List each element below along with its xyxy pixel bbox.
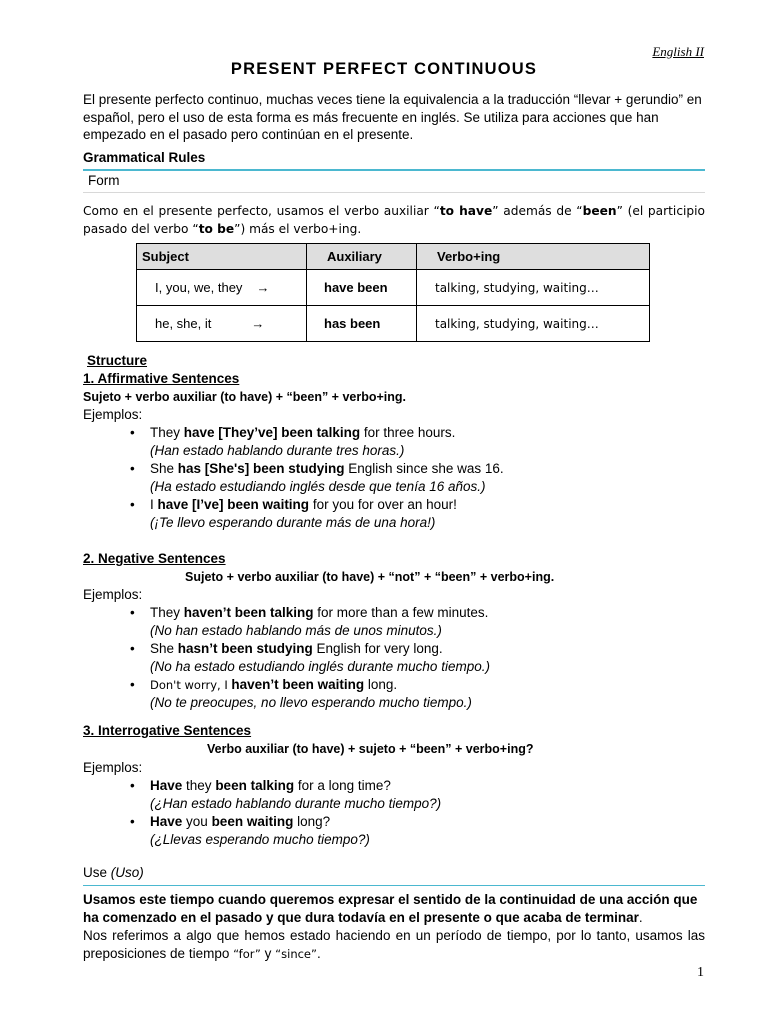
desc-bold-to-have: to have xyxy=(439,204,493,218)
bullet-icon: • xyxy=(130,605,135,620)
example-translation: (¿Han estado hablando durante mucho tiempo?) xyxy=(150,796,442,811)
example-text: They xyxy=(150,605,184,620)
page-number: 1 xyxy=(697,965,704,980)
use-since: “since” xyxy=(275,946,317,961)
desc-text-1: Como en el presente perfecto, usamos el verbo auxiliar “ xyxy=(83,204,440,218)
interrogative-heading: 3. Interrogative Sentences xyxy=(83,723,252,738)
form-label: Form xyxy=(88,173,120,188)
use-period: . xyxy=(638,909,643,925)
use-for: “for” xyxy=(233,946,261,961)
desc-text-2: ” además de “ xyxy=(492,204,583,218)
intro-paragraph: El presente perfecto continuo, muchas veces tiene la equivalencia a la traducción “llevar + gerundio” en español, pero el uso de esta forma es más frecuente en inglés. Se utiliza para acciones que han empezado en el pasado pero continúan en el presente. xyxy=(83,92,702,142)
page-title: PRESENT PERFECT CONTINUOUS xyxy=(230,60,538,78)
example-text: for three hours. xyxy=(360,425,456,440)
subject-text: he, she, it xyxy=(155,316,212,331)
use-definition xyxy=(83,891,705,926)
example-text: you xyxy=(182,814,212,829)
table-cell-subject xyxy=(137,270,307,306)
table-header-row xyxy=(137,244,650,270)
example-text: She xyxy=(150,461,178,476)
use-label-es: (Uso) xyxy=(110,865,144,880)
use-end: . xyxy=(316,945,321,961)
example-text: I xyxy=(150,497,158,512)
table-header-verb: Verbo+ing xyxy=(417,244,650,270)
example-text: She xyxy=(150,641,178,656)
example-text: long? xyxy=(293,814,331,829)
use-label: Use xyxy=(83,865,108,880)
interrogative-formula: Verbo auxiliar (to have) + sujeto + “been” + verbo+ing? xyxy=(207,742,534,756)
example-text: Don't worry, I xyxy=(150,678,232,692)
desc-bold-to-be: to be xyxy=(198,221,235,236)
example-bold: haven’t been talking xyxy=(183,605,314,620)
example-translation: (No han estado hablando más de unos minutos.) xyxy=(150,623,442,638)
example-bold: Have xyxy=(150,814,183,829)
bullet-icon: • xyxy=(130,497,135,512)
table-cell-verb: talking, studying, waiting… xyxy=(417,270,650,306)
example-bold: been waiting xyxy=(211,814,294,829)
table-row xyxy=(137,306,650,342)
form-description xyxy=(83,203,705,238)
list-item xyxy=(150,425,455,440)
example-text: they xyxy=(182,778,216,793)
table-row xyxy=(137,270,650,306)
example-bold: have [I’ve] been waiting xyxy=(157,497,310,512)
negative-heading: 2. Negative Sentences xyxy=(83,551,226,566)
examples-label: Ejemplos: xyxy=(83,587,143,602)
negative-formula: Sujeto + verbo auxiliar (to have) + “not” + “been” + verbo+ing. xyxy=(185,570,555,584)
bullet-icon: • xyxy=(130,814,135,829)
list-item xyxy=(150,677,397,692)
arrow-right-icon: → xyxy=(256,280,270,295)
list-item xyxy=(150,641,443,656)
table-cell-verb: talking, studying, waiting… xyxy=(417,306,650,342)
desc-bold-been: been xyxy=(582,204,617,218)
example-translation: (Han estado hablando durante tres horas.) xyxy=(150,443,405,458)
example-bold: has [She's] been studying xyxy=(177,461,345,476)
example-bold: been talking xyxy=(215,778,295,793)
example-text: for you for over an hour! xyxy=(309,497,457,512)
grammatical-rules-heading: Grammatical Rules xyxy=(83,150,206,165)
arrow-right-icon: → xyxy=(251,316,265,331)
form-divider xyxy=(83,192,705,193)
example-translation: (¿Llevas esperando mucho tiempo?) xyxy=(150,832,370,847)
example-bold: hasn’t been studying xyxy=(177,641,313,656)
desc-text-3: ” (el participio pasado del verbo “ xyxy=(83,204,705,236)
example-text: English since she was 16. xyxy=(344,461,504,476)
example-translation: (No te preocupes, no llevo esperando mucho tiempo.) xyxy=(150,695,472,710)
course-header: English II xyxy=(652,44,704,59)
use-heading xyxy=(83,865,144,880)
section-divider xyxy=(83,169,705,171)
example-text: for a long time? xyxy=(294,778,391,793)
desc-text-4: ”) más el verbo+ing. xyxy=(234,221,362,236)
table-header-subject: Subject xyxy=(137,244,307,270)
list-item xyxy=(150,605,488,620)
bullet-icon: • xyxy=(130,425,135,440)
structure-heading: Structure xyxy=(87,353,148,368)
example-translation: (¡Te llevo esperando durante más de una hora!) xyxy=(150,515,436,530)
table-cell-subject xyxy=(137,306,307,342)
examples-label: Ejemplos: xyxy=(83,407,143,422)
list-item xyxy=(150,814,330,829)
bullet-icon: • xyxy=(130,461,135,476)
example-text: for more than a few minutes. xyxy=(313,605,489,620)
affirmative-formula: Sujeto + verbo auxiliar (to have) + “been” + verbo+ing. xyxy=(83,390,407,404)
example-translation: (No ha estado estudiando inglés durante mucho tiempo.) xyxy=(150,659,490,674)
example-text: long. xyxy=(364,677,398,692)
example-bold: have [They’ve] been talking xyxy=(183,425,361,440)
table-header-auxiliary: Auxiliary xyxy=(307,244,417,270)
list-item xyxy=(150,461,504,476)
subject-text: I, you, we, they xyxy=(155,280,243,295)
bullet-icon: • xyxy=(130,778,135,793)
affirmative-heading: 1. Affirmative Sentences xyxy=(83,371,240,386)
example-translation: (Ha estado estudiando inglés desde que tenía 16 años.) xyxy=(150,479,486,494)
use-text: Nos referimos a algo que hemos estado haciendo en un período de tiempo, por lo tanto, usamos las preposiciones de tiempo xyxy=(83,928,705,961)
example-bold: haven’t been waiting xyxy=(231,677,365,692)
example-text: They xyxy=(150,425,184,440)
list-item xyxy=(150,497,457,512)
list-item xyxy=(150,778,391,793)
examples-label: Ejemplos: xyxy=(83,760,143,775)
example-bold: Have xyxy=(150,778,183,793)
conjugation-table xyxy=(136,243,650,342)
example-text: English for very long. xyxy=(312,641,443,656)
bullet-icon: • xyxy=(130,641,135,656)
table-cell-auxiliary: have been xyxy=(307,270,417,306)
use-divider xyxy=(83,885,705,886)
use-and: y xyxy=(260,945,276,961)
bullet-icon: • xyxy=(130,677,135,692)
table-cell-auxiliary: has been xyxy=(307,306,417,342)
use-explanation xyxy=(83,927,705,963)
use-bold-text: Usamos este tiempo cuando queremos expresar el sentido de la continuidad de una acción que ha comenzado en el pasado y que dura todavía en el presente o que acaba de terminar xyxy=(83,892,698,925)
